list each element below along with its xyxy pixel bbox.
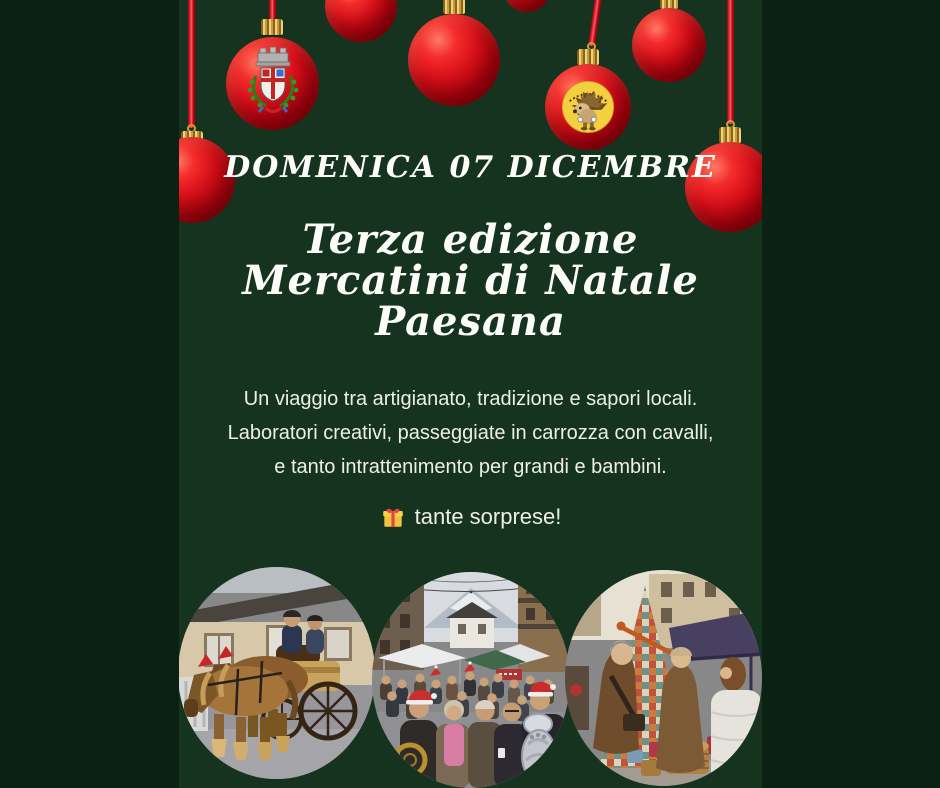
description-line-3: e tanto intrattenimento per grandi e bambini. bbox=[274, 456, 667, 478]
main-title bbox=[179, 216, 762, 345]
ribbon bbox=[727, 0, 734, 124]
hedgehog-mascot-badge bbox=[561, 80, 615, 134]
horse-carriage-parade-photo bbox=[179, 567, 375, 779]
description-line-2: Laboratori creativi, passeggiate in carrozza con cavalli, bbox=[227, 422, 714, 444]
christmas-ball bbox=[325, 0, 397, 42]
christmas-market-crowd-band-photo bbox=[372, 572, 570, 788]
paesana-coat-of-arms bbox=[241, 44, 305, 120]
date-title: DOMENICA 07 DICEMBRE bbox=[224, 150, 717, 185]
ornament-cap bbox=[443, 0, 465, 14]
market-stalls-cloaked-figures-photo bbox=[565, 570, 762, 786]
christmas-ball bbox=[408, 14, 500, 106]
ribbon bbox=[188, 0, 195, 128]
main-title-line-3: Paesana bbox=[375, 298, 566, 345]
ornament-cap bbox=[261, 19, 283, 35]
ornament-cap bbox=[719, 127, 741, 143]
surprise-text: tante sorprese! bbox=[414, 504, 562, 529]
main-title-line-2: Mercatini di Natale bbox=[242, 257, 699, 304]
ribbon bbox=[588, 0, 602, 46]
description-line-1: Un viaggio tra artigianato, tradizione e sapori locali. bbox=[243, 388, 698, 410]
christmas-ball bbox=[503, 0, 551, 12]
ornament-cap bbox=[577, 49, 599, 65]
gift-icon bbox=[380, 504, 406, 530]
main-title-line-1: Terza edizione bbox=[302, 216, 639, 263]
description-text bbox=[179, 382, 762, 484]
surprise-line bbox=[179, 501, 762, 533]
christmas-ball bbox=[632, 8, 706, 82]
christmas-poster bbox=[179, 0, 762, 788]
ribbon bbox=[269, 0, 276, 20]
